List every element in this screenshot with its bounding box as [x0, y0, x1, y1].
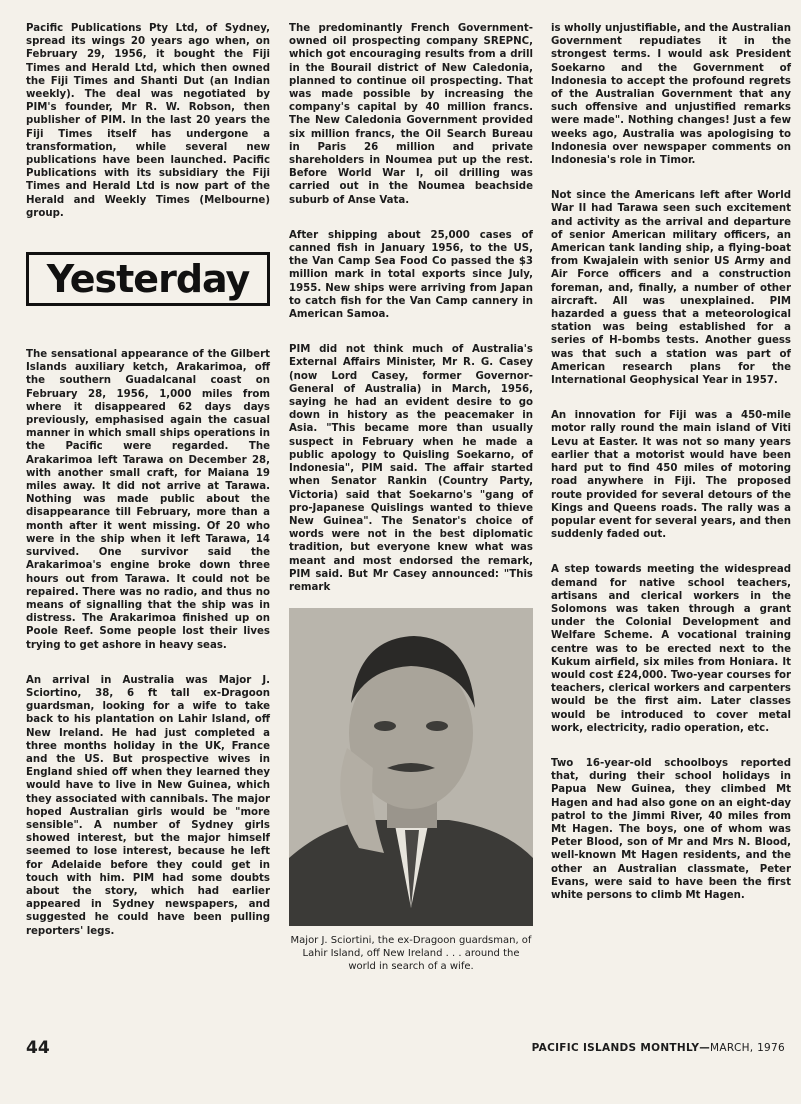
article-arakarimoa: The sensational appearance of the Gilbert Islands auxiliary ketch, Arakarimoa, off the southern Guadalcanal coast on February 28, 1956, 1,000 miles from where it disappeared 62 days days previously, emphasised again the casual manner in which small ships operations in the Pacific were regarded. The Arakarimoa left Tarawa on December 28, with another small craft, for Maiana 19 miles away. It did not arrive at Tarawa. Nothing was made public about the disappearance till February, more than a month after it went missing. Of 20 who were in the ship when it left Tarawa, 14 survived. One survivor said the Arakarimoa's engine broke down three hours out from Tarawa. It could not be repaired. There was no radio, and thus no means of signalling that the ship was in distress. The Arakarimoa finished up on Poole Reef. Some people lost their lives trying to get ashore in heavy seas.	[26, 349, 270, 651]
page-footer	[532, 1042, 785, 1054]
article-pacific-publications: Pacific Publications Pty Ltd, of Sydney, spread its wings 20 years ago when, on February 29, 1956, it bought the Fiji Times and Herald Ltd, which then owned the Fiji Times and Shanti Dut (an Indian weekly). The deal was negotiated by PIM's founder, Mr R. W. Robson, then publisher of PIM. In the last 20 years the Fiji Times itself has undergone a transformation, while several new publications have been launched. Pacific Publications with its subsidiary the Fiji Times and Herald Ltd is now part of the Herald and Weekly Times (Melbourne) group.	[26, 23, 270, 219]
column-3	[551, 22, 791, 924]
article-van-camp: After shipping about 25,000 cases of canned fish in January 1956, to the US, the Van Camp Sea Food Co passed the $3 million mark in total exports since July, 1955. New ships were arriving from Japan to catch fish for the Van Camp cannery in American Samoa.	[289, 229, 533, 321]
column-2	[289, 22, 533, 973]
column-1	[26, 22, 270, 960]
footer-date: MARCH, 1976	[710, 1042, 785, 1054]
article-casey-continued: is wholly unjustifiable, and the Australian Government repudiates it in the strongest terms. I would ask President Soekarno and the Government of Indonesia to accept the profound regrets of the Australian Government that any such offensive and unjustified remarks were made". Nothing changes! Just a few weeks ago, Australia was apologising to Indonesia over newspaper comments on Indonesia's role in Timor.	[551, 23, 791, 167]
portrait-illustration	[289, 608, 533, 926]
article-solomons-training: A step towards meeting the widespread demand for native school teachers, artisans and clerical workers in the Solomons was taken through a grant under the Colonial Development and Welfare Scheme. A vocational training centre was to be erected next to the Kukum airfield, six miles from Honiara. It would cost £24,000. Two-year courses for teachers, clerical workers and carpenters would be the first aim. Later classes would be introduced to cover metal work, electricity, radio operation, etc.	[551, 564, 791, 734]
article-tarawa: Not since the Americans left after World War II had Tarawa seen such excitement and activity as the arrival and departure of senior American military officers, an American tank landing ship, a flying-boat from Kwajalein with senior US Army and Air Force officers and a construction foreman, and, finally, a number of other aircraft. All was unexplained. PIM hazarded a guess that a meteorological station was being established for a series of H-bombs tests. Another guess was that such a station was part of American research plans for the International Geophysical Year in 1957.	[551, 190, 791, 387]
article-major-sciortino: An arrival in Australia was Major J. Sciortino, 38, 6 ft tall ex-Dragoon guardsman, looking for a wife to take back to his plantation on Lahir Island, off New Ireland. He had just completed a three months holiday in the UK, France and the US. But prospective wives in England shied off when they learned they would have to live in New Guinea, which they associated with cannibals. The major hoped Australian girls would be "more sensible". A number of Sydney girls showed interest, but the major himself seemed to lose interest, because he left for Adelaide before they could get in touch with him. PIM had some doubts about the story, which had earlier appeared in Sydney newspapers, and suggested he could have been pulling reporters' legs.	[26, 674, 270, 937]
article-fiji-rally: An innovation for Fiji was a 450-mile motor rally round the main island of Viti Levu at Easter. It was not so many years earlier that a motorist would have been hard put to find 450 miles of motoring road anywhere in Fiji. The proposed route provided for several detours of the Kings and Queens roads. The rally was a popular event for several years, and then suddenly faded out.	[551, 410, 791, 541]
footer-separator: —	[699, 1042, 711, 1054]
page-number: 44	[26, 1038, 50, 1058]
masthead-title: Yesterday	[46, 257, 250, 302]
portrait-photo	[289, 608, 533, 926]
article-mt-hagen: Two 16-year-old schoolboys reported that, during their school holidays in Papua New Guinea, they climbed Mt Hagen and had also gone on an eight-day patrol to the Jimmi River, 40 miles from Mt Hagen. The boys, one of whom was Peter Blood, son of Mr and Mrs N. Blood, well-known Mt Hagen residents, and the other an Australian classmate, Peter Evans, were said to have been the first white persons to climb Mt Hagen.	[551, 757, 791, 901]
footer-publication: PACIFIC ISLANDS MONTHLY	[531, 1042, 700, 1054]
photo-caption: Major J. Sciortini, the ex-Dragoon guardsman, of Lahir Island, off New Ireland . . . around the world in search of a wife.	[290, 935, 532, 973]
article-srepnc-oil: The predominantly French Government-owned oil prospecting company SREPNC, which got encouraging results from a drill in the Bourail district of New Caledonia, planned to continue oil prospecting. That was made possible by increasing the company's capital by 40 million francs. The New Caledonia Government provided six million francs, the Oil Search Bureau in Paris 26 million and private shareholders in Noumea put up the rest. Before World War I, oil drilling was carried out in the Noumea beachside suburb of Anse Vata.	[289, 23, 533, 206]
article-casey: PIM did not think much of Australia's External Affairs Minister, Mr R. G. Casey (now Lord Casey, former Governor-General of Australia) in March, 1956, saying he had an evident desire to go down in history as the peacemaker in Asia. "This became more than usually suspect in February when he made a public apology to Quisling Soekarno, of Indonesia", PIM said. The affair started when Senator Rankin (Country Party, Victoria) said that Soekarno's "gang of pro-Japanese Quislings wanted to thieve New Guinea". The Senator's choice of words were not in the best diplomatic tradition, but everyone knew what was meant and most endorsed the remark, PIM said. But Mr Casey announced: "This remark	[289, 344, 533, 593]
yesterday-masthead	[26, 252, 270, 306]
